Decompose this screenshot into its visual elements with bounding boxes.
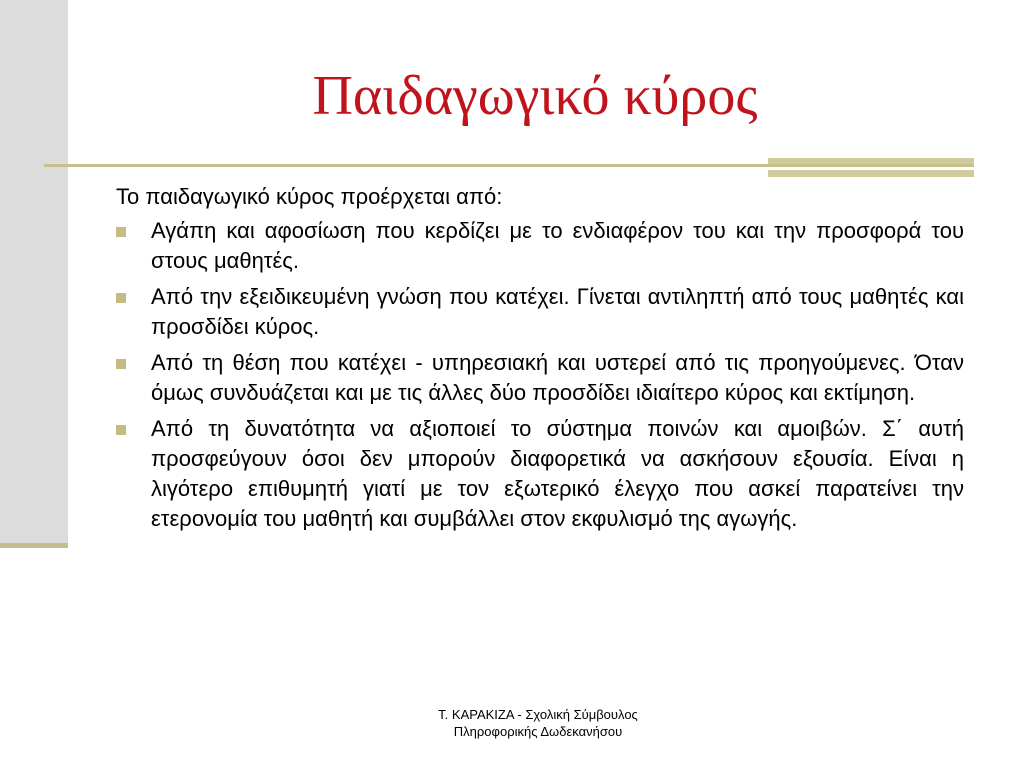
slide-body bbox=[116, 182, 964, 540]
list-item-text: Αγάπη και αφοσίωση που κερδίζει με το ενδιαφέρον του και την προσφορά του στους μαθητές. bbox=[151, 218, 964, 273]
slide-footer bbox=[408, 706, 668, 740]
list-item bbox=[116, 216, 964, 276]
list-item bbox=[116, 348, 964, 408]
title-divider-accent-top bbox=[768, 158, 974, 164]
list-item bbox=[116, 414, 964, 534]
intro-text: Το παιδαγωγικό κύρος προέρχεται από: bbox=[116, 184, 503, 209]
list-item-text: Από τη δυνατότητα να αξιοποιεί το σύστημα ποινών και αμοιβών. Σ΄ αυτή προσφεύγουν όσοι δεν μπορούν διαφορετικά να ασκήσουν εξουσία. Είναι η λιγότερο επιθυμητή γιατί με τον εξωτερικό έλεγχο που ασκεί παρατείνει την ετερονομία του μαθητή και συμβάλλει στον εκφυλισμό της αγωγής. bbox=[151, 416, 964, 531]
title-divider-accent-bottom bbox=[768, 170, 974, 177]
list-item-text: Από την εξειδικευμένη γνώση που κατέχει. Γίνεται αντιληπτή από τους μαθητές και προσδίδει κύρος. bbox=[151, 284, 964, 339]
square-bullet-icon bbox=[116, 293, 126, 303]
side-decoration-edge bbox=[0, 543, 68, 548]
footer-affiliation: Πληροφορικής Δωδεκανήσου bbox=[453, 724, 623, 739]
title-divider-line bbox=[44, 164, 974, 167]
list-item bbox=[116, 282, 964, 342]
square-bullet-icon bbox=[116, 359, 126, 369]
list-item-text: Από τη θέση που κατέχει - υπηρεσιακή και υστερεί από τις προηγούμενες. Όταν όμως συνδυάζεται και με τις άλλες δύο προσδίδει ιδιαίτερο κύρος και εκτίμηση. bbox=[151, 350, 964, 405]
bullet-list bbox=[116, 216, 964, 534]
square-bullet-icon bbox=[116, 425, 126, 435]
footer-author: Τ. ΚΑΡΑΚΙΖΑ - Σχολική Σύμβουλος bbox=[438, 707, 638, 722]
slide-title: Παιδαγωγικό κύρος bbox=[312, 65, 758, 127]
square-bullet-icon bbox=[116, 227, 126, 237]
